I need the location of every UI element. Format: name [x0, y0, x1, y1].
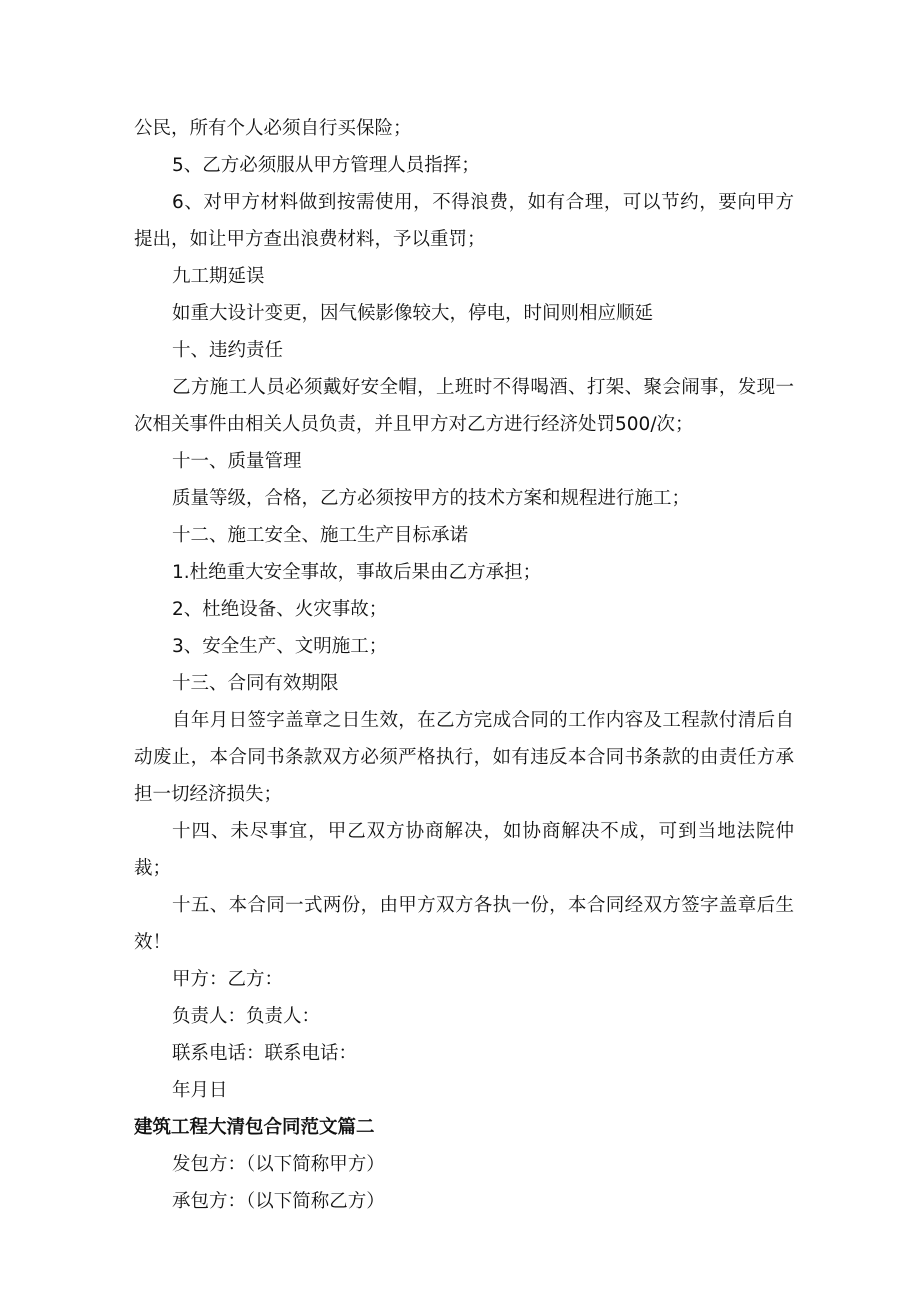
- section-heading: 十三、合同有效期限: [172, 673, 339, 694]
- paragraph: 5、乙方必须服从甲方管理人员指挥；: [172, 155, 480, 176]
- signature-line: 甲方：乙方：: [172, 969, 284, 990]
- party-line: 承包方：（以下简称乙方）: [172, 1191, 385, 1212]
- list-item: 2、杜绝设备、火灾事故；: [172, 599, 388, 620]
- party-line: 发包方：（以下简称甲方）: [172, 1154, 385, 1175]
- signature-line: 联系电话：联系电话：: [172, 1043, 358, 1064]
- paragraph: 乙方施工人员必须戴好安全帽，上班时不得喝酒、打架、聚会闹事，发现一次相关事件由相关人员负责，并且甲方对乙方进行经济处罚500/次；: [134, 377, 794, 435]
- section-heading: 十、违约责任: [172, 340, 284, 361]
- paragraph: 十五、本合同一式两份，由甲方双方各执一份，本合同经双方签字盖章后生效！: [134, 895, 794, 953]
- signature-line: 负责人：负责人：: [172, 1006, 321, 1027]
- paragraph: 6、对甲方材料做到按需使用，不得浪费，如有合理，可以节约，要向甲方提出，如让甲方查出浪费材料，予以重罚；: [134, 192, 794, 250]
- section-heading: 十二、施工安全、施工生产目标承诺: [172, 525, 469, 546]
- date-line: 年月日: [172, 1080, 228, 1101]
- list-item: 1.杜绝重大安全事故，事故后果由乙方承担；: [172, 562, 542, 583]
- section-heading: 九工期延误: [172, 266, 265, 287]
- section-heading: 十一、质量管理: [172, 451, 302, 472]
- paragraph: 十四、未尽事宜，甲乙双方协商解决，如协商解决不成，可到当地法院仲裁；: [134, 821, 794, 879]
- document-title: 建筑工程大清包合同范文篇二: [134, 1117, 375, 1138]
- paragraph: 如重大设计变更，因气候影像较大，停电，时间则相应顺延: [172, 303, 654, 324]
- paragraph: 自年月日签字盖章之日生效，在乙方完成合同的工作内容及工程款付清后自动废止，本合同书条款双方必须严格执行，如有违反本合同书条款的由责任方承担一切经济损失；: [134, 710, 794, 805]
- paragraph: 公民，所有个人必须自行买保险；: [134, 118, 412, 139]
- list-item: 3、安全生产、文明施工；: [172, 636, 388, 657]
- paragraph: 质量等级，合格，乙方必须按甲方的技术方案和规程进行施工；: [172, 488, 691, 509]
- document-body: [134, 110, 794, 1220]
